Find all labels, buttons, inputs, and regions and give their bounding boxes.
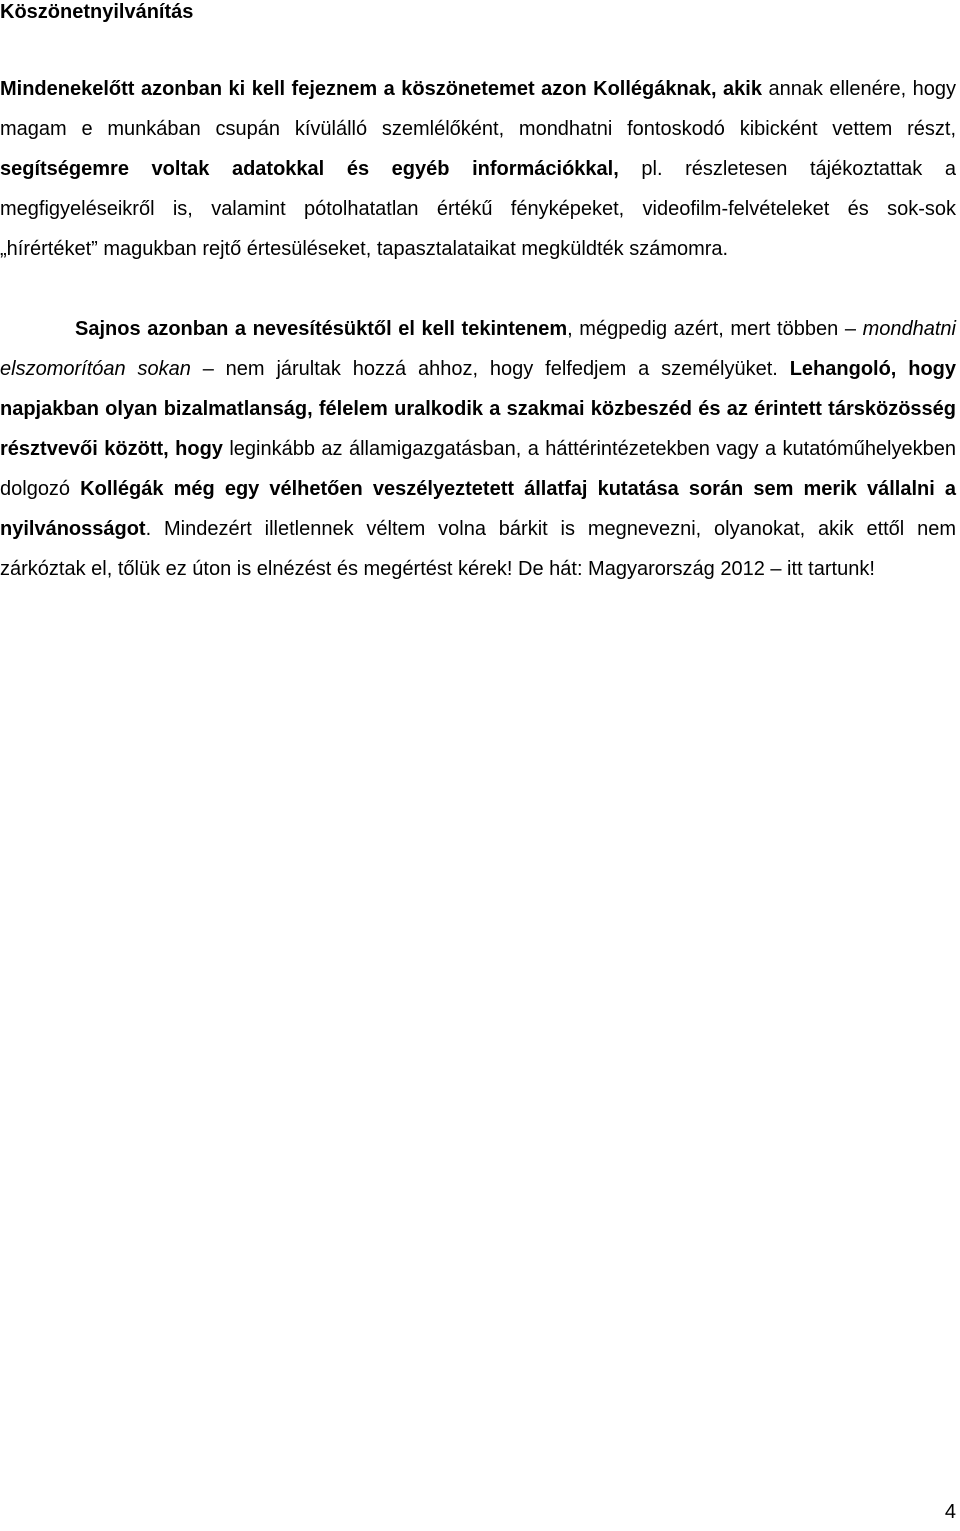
paragraph-anonymity — [0, 309, 956, 589]
paragraph1-segment: annak ellenére, hogy magam e munkában csupán kívülálló szemlélőként, mondhatni fontoskodó kibicként vettem részt, — [0, 78, 957, 140]
paragraph2-segment: leginkább az államigazgatásban, a háttérintézetekben vagy a kutatóműhelyekben dolgozó — [0, 438, 956, 500]
paragraph-acknowledgement — [0, 69, 956, 269]
paragraph1-segment: segítségemre voltak adatokkal és egyéb információkkal, — [0, 158, 619, 180]
page-number: 4 — [944, 1501, 956, 1523]
paragraph2-segment: mondhatni elszomorítóan sokan — [0, 318, 956, 380]
paragraph2-segment: Lehangoló, hogy napjakban olyan bizalmatlanság, félelem uralkodik a szakmai közbeszéd és az érintett társközösség résztvevői között, hogy — [0, 358, 956, 460]
paragraph2-segment: . Mindezért illetlennek véltem volna bárkit is megnevezni, olyanokat, akik ettől nem zárkóztak el, tőlük ez úton is elnézést és megértést kérek! De hát: Magyarország 2012 – itt tartunk! — [0, 518, 956, 580]
paragraph2-segment: – nem járultak hozzá ahhoz, hogy felfedjem a személyüket. — [190, 358, 790, 380]
paragraph1-segment: pl. részletesen tájékoztattak a megfigyeléseikről is, valamint pótolhatatlan értékű fényképeket, videofilm-felvételeket és sok-sok „hírértéket” magukban rejtő értesüléseket, tapasztalataikat megküldték számomra. — [0, 158, 956, 260]
paragraph2-segment: , mégpedig azért, mert többen – — [567, 318, 863, 340]
paragraph2-segment: Kollégák még egy vélhetően veszélyeztetett állatfaj kutatása során sem merik vállalni a nyilvánosságot — [0, 478, 956, 540]
paragraph1-segment: Mindenekelőtt azonban ki kell fejeznem a köszönetemet azon Kollégáknak, akik — [0, 78, 762, 100]
paragraph2-segment: Sajnos azonban a nevesítésüktől el kell tekintenem — [75, 318, 568, 340]
page-title: Köszönetnyilvánítás — [0, 1, 194, 23]
